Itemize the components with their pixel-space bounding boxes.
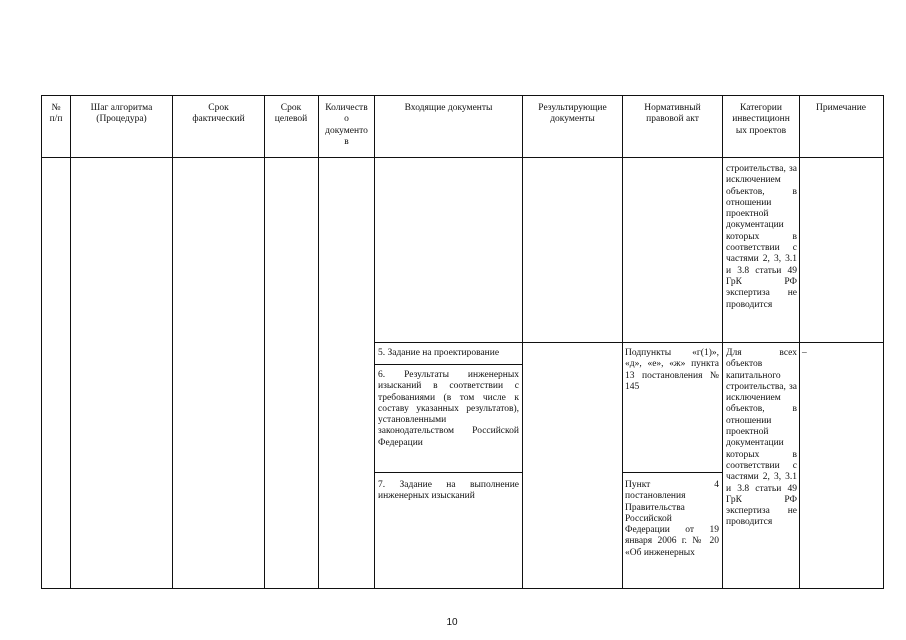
column-divider	[318, 95, 319, 588]
category-continuation: строительства, за исключением объектов, в отношении проектной документации которых в соответствии с частями 2, 3, 3.1 и 3.8 статьи 49 ГрК РФ экспертиза не проводится	[726, 164, 797, 310]
column-divider	[172, 95, 173, 588]
input-document-7: 7. Задание на выполнение инженерных изысканий	[378, 480, 519, 502]
header-number: № п/п	[49, 103, 63, 125]
table-border-left	[41, 95, 42, 588]
category-main: Для всех объектов капитального строительства, за исключением объектов, в отношении проектной документации которых в соответствии с частями 2, 3, 3.1 и 3.8 статьи 49 ГрК РФ экспертиза не проводится	[726, 348, 797, 528]
header-categories: Категории инвестиционн ых проектов	[732, 103, 790, 136]
legal-act-1: Подпункты «г(1)», «д», «е», «ж» пункта 13 постановления № 145	[625, 348, 719, 392]
header-legal-act: Нормативный правовой акт	[644, 103, 701, 125]
column-divider	[264, 95, 265, 588]
input-document-5: 5. Задание на проектирование	[378, 348, 500, 358]
row-divider	[374, 342, 884, 343]
table-border-bottom	[41, 588, 884, 589]
header-step: Шаг алгоритма (Процедура)	[90, 103, 153, 125]
legal-act-2: Пункт 4 постановления Правительства Российской Федерации от 19 января 2006 г. № 20 «Об инженерных	[625, 480, 719, 558]
row-divider	[622, 472, 722, 473]
table-border-top	[41, 95, 884, 96]
row-divider	[374, 472, 522, 473]
header-bottom-line	[41, 157, 884, 158]
column-divider	[70, 95, 71, 588]
header-result-docs: Результирующие документы	[538, 103, 607, 125]
header-input-docs: Входящие документы	[404, 103, 493, 113]
header-actual-term: Срок фактический	[192, 103, 245, 125]
header-count: Количеств о документо в	[325, 103, 368, 147]
page-number: 10	[446, 617, 458, 628]
input-document-6: 6. Результаты инженерных изысканий в соответствии с требованиями (в том числе к составу указанных результатов), установленными законодательством Российской Федерации	[378, 370, 519, 448]
header-target-term: Срок целевой	[274, 103, 308, 125]
header-note: Примечание	[815, 103, 867, 113]
row-divider	[374, 364, 522, 365]
note-dash: –	[802, 348, 807, 358]
